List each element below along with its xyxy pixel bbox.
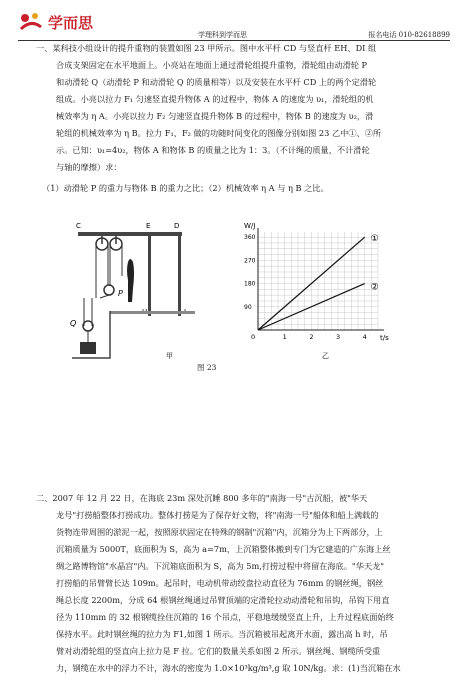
q1-line: 轮组的机械效率为 η B。拉力 F₁、F₂ 做的功随时间变化的图像分别如图 23 乙中①、②所 [56,128,382,138]
header-phone: 报名电话 010-82618899 [368,31,450,39]
q2-line: 货物连带周围的淤泥一起，按照原状固定在特殊的钢制"沉箱"内，沉箱分为上下两部分，上 [56,527,383,537]
q1-line: 合成支架固定在水平地面上。小亮站在地面上通过滑轮组提升重物，滑轮组由动滑轮 P [56,60,368,70]
logo [18,8,93,36]
q1-line: 示。已知：υ₁=4υ₂，物体 A 和物体 B 的质量之比为 1：3。（不计绳的质量，不计滑轮 [56,145,370,155]
logo-icon [18,11,44,33]
q2-line: 龙号"打捞船整体打捞成功。整体打捞是为了保存好文物，将"南海一号"船体和船上满载的 [56,510,379,520]
work-time-chart [230,218,400,368]
q2-line: 打捞船的吊臂臂长达 109m。起吊时，电动机带动绞盘拉动直径为 76mm 的钢丝绳，钢丝 [56,578,384,588]
y-tick-label: 270 [244,257,256,265]
y-tick-label: 180 [244,280,256,288]
q1-ask: （1）动滑轮 P 的重力与物体 B 的重力之比；（2）机械效率 η A 与 η B 之比。 [42,183,329,193]
label-yi: 乙 [322,352,329,360]
x-tick-label: 2 [309,333,314,341]
x-tick-label: 3 [336,333,341,341]
label-q: Q [70,319,77,328]
q2-line: 沉箱质量为 5000T，底面积为 S，高为 a=7m，上沉箱整体搬到专门为它建造的广东海上丝 [56,544,391,554]
q2-line: 保持水平。此时钢丝绳的拉力为 F1,如图 1 所示。当沉箱被吊起离开水面，露出高 h 时，吊 [56,629,388,639]
q1-line: 与轴的摩擦）求： [56,162,122,172]
label-d: D [174,222,180,230]
label-jia: 甲 [166,352,173,360]
q1-line: 械效率为 η A。小亮以拉力 F₂ 匀速竖直提升物体 B 的过程中，物体 B 的速度为 υ₂，滑 [56,111,374,121]
q2-line: 二、2007 年 12 月 22 日，在海底 23m 深处沉睡 800 多年的"南海一号"古沉船，被"华天 [36,493,368,503]
question-2 [36,490,436,677]
header-slogan: 学理科到学而思 [198,31,247,39]
apparatus-diagram [70,218,220,363]
q2-line: 绸之路博物馆"水晶宫"内。下沉箱底面积为 S，高为 5m,打捞过程中将留在海底。"华天龙" [56,561,385,571]
q1-line: 一、某科技小组设计的提升重物的装置如图 23 甲所示。图中水平杆 CD 与竖直杆 EH、DI 组 [36,43,377,53]
series-label: ② [370,282,379,293]
pulley-p [104,285,114,295]
label-c: C [76,222,81,230]
x-tick-label: 4 [362,333,367,341]
label-e: E [146,222,151,230]
page-header [18,8,450,40]
ground-platform [110,311,195,314]
question-1 [36,40,436,197]
q2-line: 径为 110mm 的 32 根钢缆拴住沉箱的 16 个吊点，平稳地缓缓竖直上升，上升过程底面始终 [56,612,394,622]
figure-23 [70,218,410,378]
figure-caption: 图 23 [197,363,217,372]
chart-ylabel: W/J [244,222,256,230]
bar-cd [78,232,182,236]
y-tick-label: 90 [244,303,252,311]
series-label: ① [370,234,379,245]
person-figure [127,259,134,302]
x-tick-label: 0 [251,333,256,341]
y-tick-label: 360 [244,234,256,242]
post-eh [148,236,151,316]
q2-line: 臂对动滑轮组的竖直向上拉力是 F 拉。它们的数量关系如图 2 所示。钢丝绳、钢缆所受重 [56,646,381,656]
label-p: P [118,289,123,298]
x-tick-label: 1 [282,333,287,341]
q1-line: 和动滑轮 Q（动滑轮 P 和动滑轮 Q 的质量相等）以及安装在水平杆 CD 上的两个定滑轮 [56,77,377,87]
post-di [178,236,181,316]
q2-line: 力，钢缆在水中的浮力不计，海水的密度为 1.0×10³kg/m³,g 取 10N/kg。求：(1)当沉箱在水 [56,663,401,673]
q2-line: 绳总长度 2200m，分成 64 根钢丝绳通过吊臂顶端的定滑轮拉动动滑轮和吊钩，吊钩下用直 [56,595,390,605]
q1-line: 组成。小亮以拉力 F₁ 匀速竖直提升物体 A 的过程中，物体 A 的速度为 υ₁，滑轮组的机 [56,94,374,104]
logo-text: 学而思 [48,13,94,32]
chart-xlabel: t/s [380,334,389,342]
object-weight [80,342,96,354]
